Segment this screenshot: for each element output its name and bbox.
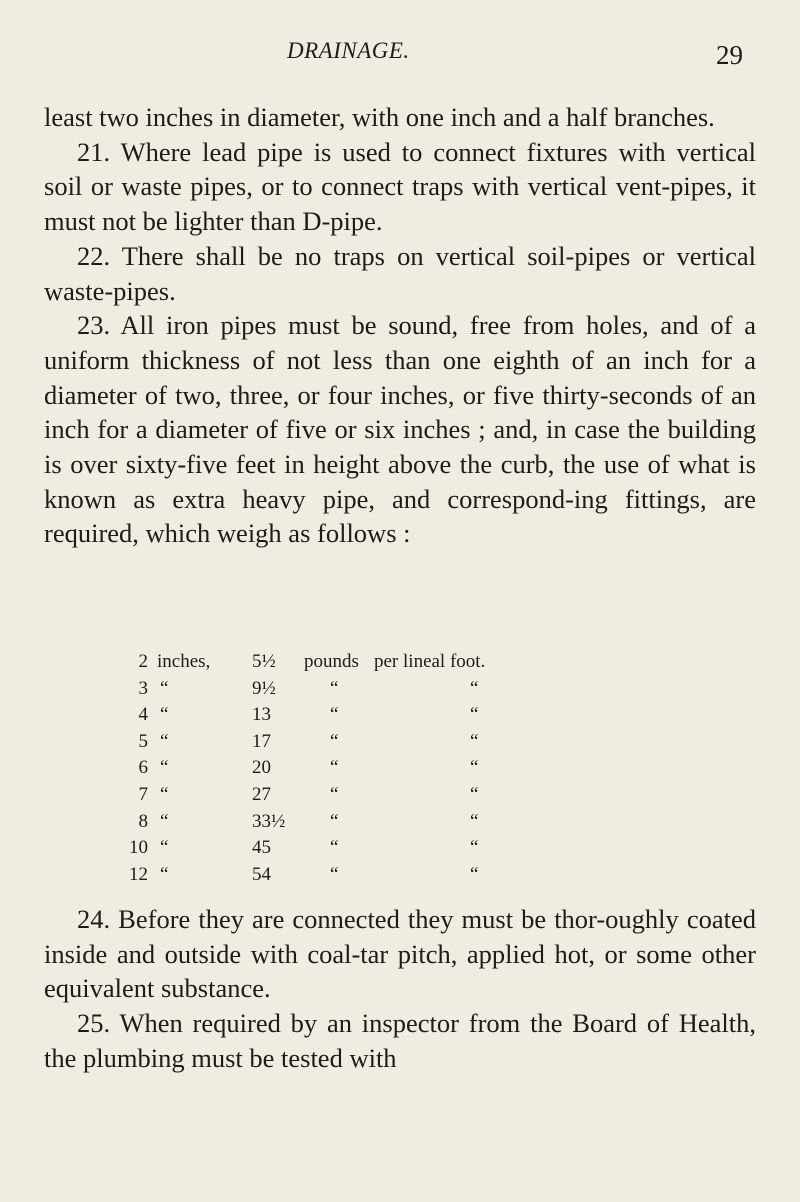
pipe-size: 5 xyxy=(138,730,148,752)
pipe-weight: 9½ xyxy=(252,677,276,699)
ditto-mark: “ xyxy=(470,837,479,859)
ditto-mark: “ xyxy=(160,810,169,832)
pipe-size: 7 xyxy=(138,783,148,805)
paragraph-24: 24. Before they are connected they must be thor-oughly coated inside and outside with coal-tar pitch, applied hot, or some other equivalent substance. xyxy=(44,904,756,1004)
ditto-mark: “ xyxy=(160,677,169,699)
pipe-size: 4 xyxy=(138,704,148,726)
weight-row xyxy=(118,782,738,809)
ditto-mark: “ xyxy=(470,757,479,779)
ditto-mark: “ xyxy=(330,810,339,832)
page-number: 29 xyxy=(716,40,743,70)
pipe-weight: 17 xyxy=(252,730,271,752)
ditto-mark: “ xyxy=(160,837,169,859)
pipe-size: 2 xyxy=(138,651,148,672)
ditto-mark: “ xyxy=(470,810,479,832)
ditto-mark: “ xyxy=(470,783,479,805)
weight-row xyxy=(118,862,738,889)
pipe-weight: 45 xyxy=(252,837,271,859)
ditto-mark: “ xyxy=(470,677,479,699)
paragraph-22: 22. There shall be no traps on vertical soil-pipes or vertical waste-pipes. xyxy=(44,240,756,306)
ditto-mark: “ xyxy=(330,757,339,779)
ditto-mark: “ xyxy=(330,863,339,885)
weight-per-length: per lineal foot. xyxy=(374,651,486,672)
pipe-weight: 13 xyxy=(252,704,271,726)
pipe-size: 12 xyxy=(129,863,148,885)
pipe-size: 10 xyxy=(129,837,148,859)
pipe-weight: 54 xyxy=(252,863,271,885)
pipe-weight: 27 xyxy=(252,783,271,805)
ditto-mark: “ xyxy=(160,783,169,805)
ditto-mark: “ xyxy=(330,704,339,726)
ditto-mark: “ xyxy=(330,783,339,805)
weight-row xyxy=(118,702,738,729)
paragraph-20-continuation: least two inches in diameter, with one inch and a half branches. xyxy=(44,102,715,132)
weight-row xyxy=(118,809,738,836)
body-text-lower xyxy=(44,902,756,1076)
weight-row xyxy=(118,649,738,676)
ditto-mark: “ xyxy=(470,730,479,752)
weight-row xyxy=(118,835,738,862)
paragraph-21: 21. Where lead pipe is used to connect fixtures with vertical soil or waste pipes, or to connect traps with vertical vent-pipes, it must not be lighter than D-pipe. xyxy=(44,136,756,237)
ditto-mark: “ xyxy=(470,704,479,726)
ditto-mark: “ xyxy=(330,837,339,859)
pipe-weight: 20 xyxy=(252,757,271,779)
pipe-size: 3 xyxy=(138,677,148,699)
ditto-mark: “ xyxy=(330,730,339,752)
ditto-mark: “ xyxy=(160,730,169,752)
size-unit: inches, xyxy=(157,651,211,672)
pipe-size: 6 xyxy=(138,757,148,779)
running-head: DRAINAGE. xyxy=(287,38,410,63)
pipe-weight-table xyxy=(118,649,738,888)
weight-row xyxy=(118,729,738,756)
ditto-mark: “ xyxy=(470,863,479,885)
ditto-mark: “ xyxy=(160,863,169,885)
pipe-size: 8 xyxy=(138,810,148,832)
paragraph-23: 23. All iron pipes must be sound, free from holes, and of a uniform thickness of not less than one eighth of an inch for a diameter of two, three, or four inches, or five thirty-seconds of an inch for a diameter of five or six inches ; and, in case the building is over sixty-five feet in height above the curb, the use of what is known as extra heavy pipe, and correspond-ing fittings, are required, which weigh as follows : xyxy=(44,310,756,549)
pipe-weight: 5½ xyxy=(252,651,276,672)
ditto-mark: “ xyxy=(160,704,169,726)
ditto-mark: “ xyxy=(160,757,169,779)
weight-unit: pounds xyxy=(304,651,359,672)
paragraph-25: 25. When required by an inspector from the Board of Health, the plumbing must be tested with xyxy=(44,1008,756,1073)
weight-row xyxy=(118,676,738,703)
pipe-weight: 33½ xyxy=(252,810,286,832)
weight-row xyxy=(118,755,738,782)
ditto-mark: “ xyxy=(330,677,339,699)
body-text-upper xyxy=(44,100,756,551)
